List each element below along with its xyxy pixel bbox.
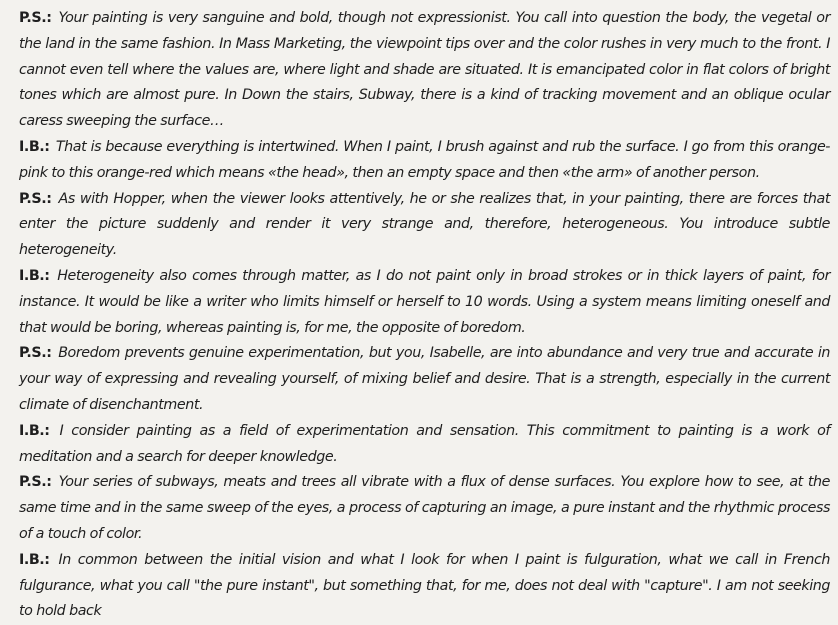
paragraph-ps-3 [19, 341, 830, 418]
paragraph-text: Boredom prevents genuine experimentation, but you, Isabelle, are into abundance and very true and accurate in your way of expressing and revealing yourself, of mixing belief and desire. That is a strength, especially in the current climate of disenchantment. [19, 345, 831, 413]
speaker-label: I.B.: [19, 551, 50, 568]
paragraph-ib-4 [19, 548, 830, 625]
speaker-label: P.S.: [19, 10, 52, 26]
paragraph-text: Heterogeneity also comes through matter, as I do not paint only in broad strokes or in thick layers of paint, for instance. It would be like a writer who limits himself or herself to 10 words. Using a system means limiting oneself and that would be boring, whereas painting is, for me, the opposite of boredom. [19, 267, 831, 336]
speaker-label: I.B.: [19, 422, 50, 439]
paragraph-ps-2 [19, 187, 830, 264]
paragraph-ib-3 [19, 419, 830, 471]
paragraph-ps-4 [19, 470, 830, 547]
paragraph-text: Your series of subways, meats and trees all vibrate with a flux of dense surfaces. You explore how to see, at the same time and in the same sweep of the eyes, a process of capturing an image, a pure instant and the rhythmic process of a touch of color. [19, 474, 830, 542]
speaker-label: P.S.: [19, 345, 52, 362]
paragraph-text: In common between the initial vision and what I look for when I paint is fulguration, what we call in French fulgurance, what you call "the pure instant", but something that, for me, does not deal with "capture". I am not seeking to hold back [19, 551, 830, 620]
paragraph-ib-1 [19, 135, 830, 187]
paragraph-text: Your painting is very sanguine and bold, though not expressionist. You call into question the body, the vegetal or the land in the same fashion. In Mass Marketing, the viewpoint tips over and the color rushes in very much to the front. I cannot even tell where the values are, where light and shade are situated. It is emancipated color in flat colors of bright tones which are almost pure. In Down the stairs, Subway, there is a kind of tracking movement and an oblique ocular caress sweeping the surface… [19, 10, 830, 130]
speaker-label: P.S.: [19, 190, 52, 207]
paragraph-text: I consider painting as a field of experimentation and sensation. This commitment to painting is a work of meditation and a search for deeper knowledge. [19, 422, 830, 465]
paragraph-ps-1 [19, 6, 830, 135]
speaker-label: I.B.: [19, 138, 50, 155]
speaker-label: I.B.: [19, 267, 50, 284]
paragraph-ib-2 [19, 264, 830, 341]
paragraph-text: As with Hopper, when the viewer looks attentively, he or she realizes that, in your painting, there are forces that enter the picture suddenly and render it very strange and, therefore, heterogeneous. You introduce subtle heterogeneity. [19, 190, 830, 259]
paragraph-text: That is because everything is intertwined. When I paint, I brush against and rub the surface. I go from this orange-pink to this orange-red which means «the head», then an empty space and then «the arm» of another person. [19, 138, 831, 181]
speaker-label: P.S.: [19, 474, 52, 491]
